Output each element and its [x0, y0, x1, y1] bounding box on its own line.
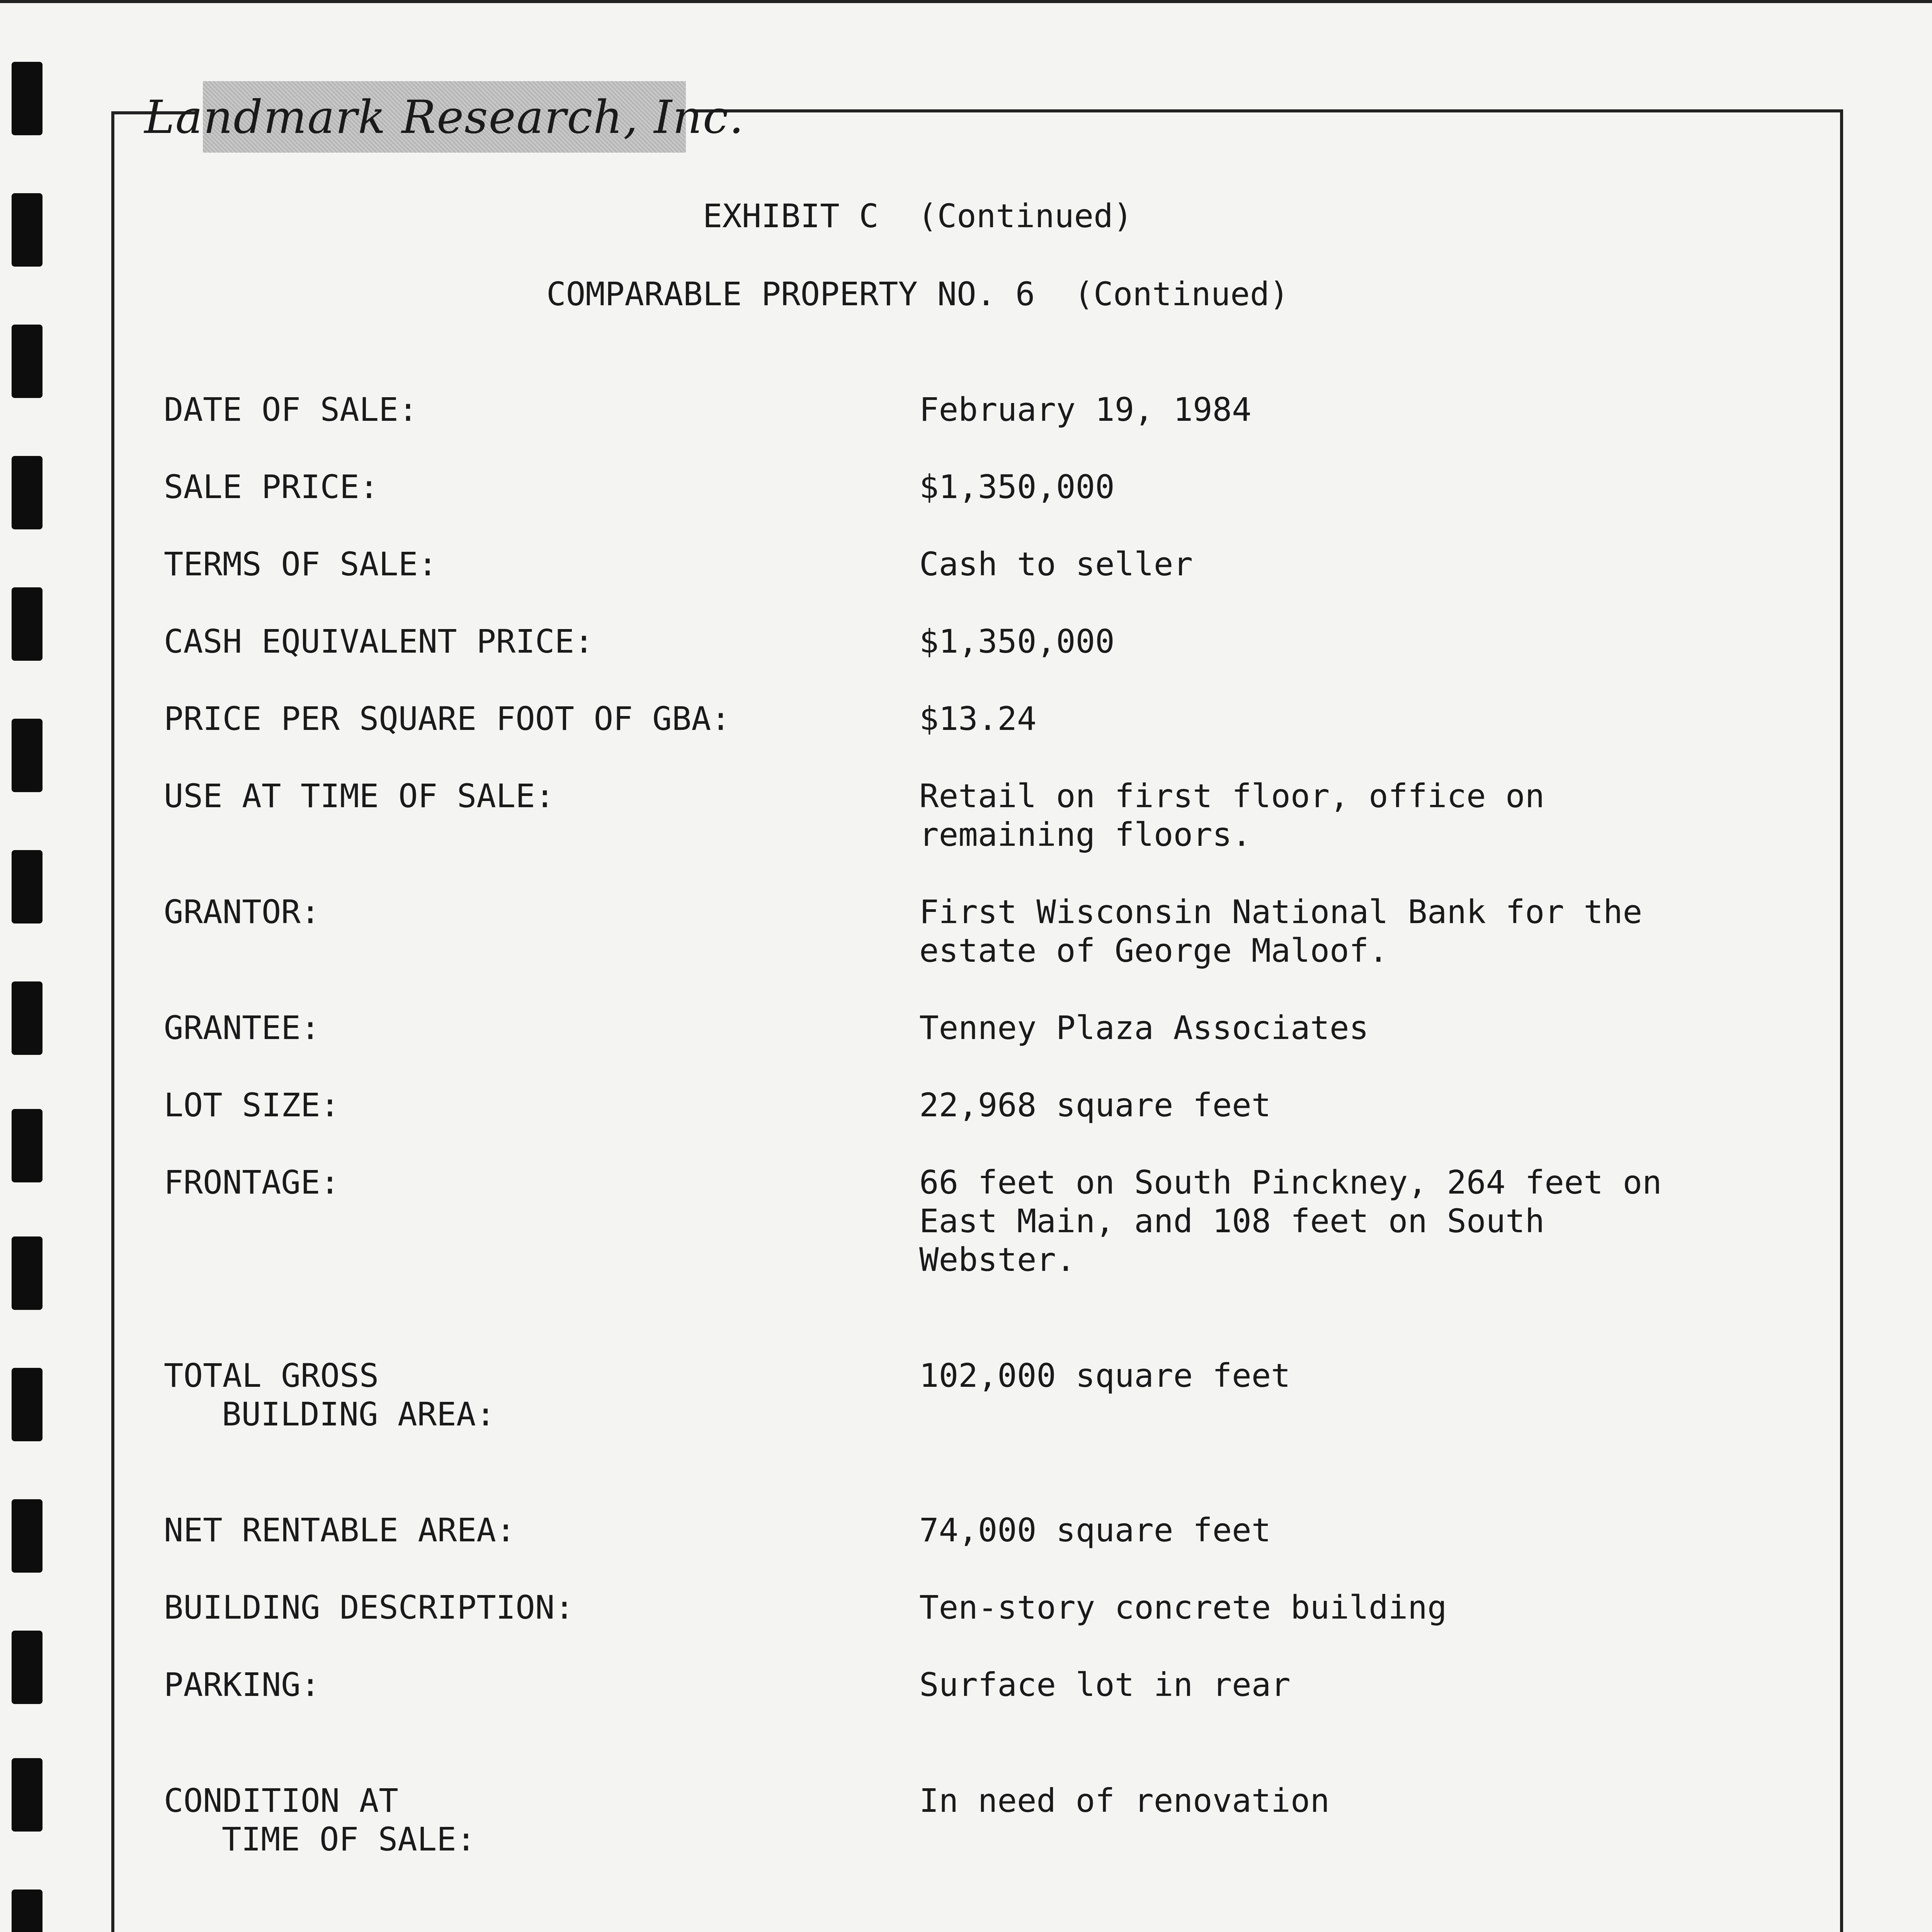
field-label: BUILDING DESCRIPTION: — [164, 1588, 575, 1626]
field-value: Retail on first floor, office on remaining floors. — [919, 777, 1545, 854]
field-row — [164, 1511, 1825, 1549]
field-value: Cash to seller — [919, 545, 1193, 583]
field-row — [164, 468, 1825, 506]
field-row — [164, 545, 1825, 583]
binding-hole — [12, 1889, 43, 1932]
scan-edge — [0, 0, 1932, 3]
letterhead-logo — [144, 81, 745, 153]
field-value: 66 feet on South Pinckney, 264 feet on East Main, and 108 feet on South Webster. — [919, 1163, 1662, 1279]
binding-hole — [12, 456, 43, 529]
field-label-line: TIME OF SALE: — [222, 1820, 476, 1858]
field-row — [164, 1665, 1825, 1704]
binding-hole — [12, 1631, 43, 1704]
field-value: First Wisconsin National Bank for the estate of George Maloof. — [919, 893, 1643, 969]
field-value: In need of renovation — [919, 1782, 1330, 1820]
field-value: Surface lot in rear — [919, 1666, 1291, 1704]
field-label — [164, 1743, 919, 1897]
field-value: 74,000 square feet — [919, 1511, 1271, 1549]
binding-hole — [12, 981, 43, 1055]
field-label-line: CONDITION AT — [164, 1782, 398, 1820]
field-value: $1,350,000 — [919, 468, 1115, 506]
binding-hole — [12, 1499, 43, 1573]
binding-hole — [12, 325, 43, 398]
field-row — [164, 622, 1825, 661]
frame-border — [1840, 109, 1843, 1932]
field-value: $13.24 — [919, 700, 1037, 738]
field-label: PARKING: — [164, 1666, 320, 1704]
binding-hole — [12, 193, 43, 267]
field-value: Ten-story concrete building — [919, 1588, 1447, 1626]
field-row — [164, 1086, 1825, 1124]
field-label: PRICE PER SQUARE FOOT OF GBA: — [164, 700, 731, 738]
field-label: CASH EQUIVALENT PRICE: — [164, 622, 594, 660]
field-value: Tenney Plaza Associates — [919, 1009, 1369, 1047]
field-row — [164, 1588, 1825, 1627]
field-label: GRANTOR: — [164, 893, 320, 931]
field-label: SALE PRICE: — [164, 468, 379, 506]
field-label: DATE OF SALE: — [164, 391, 418, 429]
field-row — [164, 390, 1825, 429]
binding-hole — [12, 1368, 43, 1441]
binding-hole — [12, 1236, 43, 1310]
field-row — [164, 1163, 1825, 1279]
field-label: FRONTAGE: — [164, 1163, 340, 1201]
field-label: TERMS OF SALE: — [164, 545, 438, 583]
exhibit-heading: EXHIBIT C (Continued) — [702, 197, 1133, 235]
field-label: USE AT TIME OF SALE: — [164, 777, 555, 815]
field-row — [164, 1743, 1825, 1897]
field-row — [164, 1318, 1825, 1472]
field-value: 102,000 square feet — [919, 1357, 1291, 1395]
field-label: LOT SIZE: — [164, 1086, 340, 1124]
field-row — [164, 893, 1825, 970]
field-row — [164, 777, 1825, 854]
binding-hole — [12, 587, 43, 661]
field-label — [164, 1318, 919, 1472]
property-heading: COMPARABLE PROPERTY NO. 6 (Continued) — [546, 275, 1289, 313]
frame-border — [111, 111, 114, 1932]
field-row — [164, 1009, 1825, 1047]
field-label-line: TOTAL GROSS — [164, 1357, 379, 1395]
binding-holes — [12, 0, 54, 1932]
field-row — [164, 699, 1825, 738]
logo-text: Landmark Research, Inc. — [144, 90, 745, 144]
field-value: 22,968 square feet — [919, 1086, 1271, 1124]
field-label: GRANTEE: — [164, 1009, 320, 1047]
binding-hole — [12, 62, 43, 135]
binding-hole — [12, 719, 43, 792]
binding-hole — [12, 1109, 43, 1182]
field-label-line: BUILDING AREA: — [222, 1395, 496, 1433]
frame-border — [696, 109, 1843, 112]
property-details — [164, 390, 1825, 1897]
field-value: February 19, 1984 — [919, 391, 1252, 429]
field-value: $1,350,000 — [919, 622, 1115, 660]
binding-hole — [12, 1758, 43, 1832]
binding-hole — [12, 850, 43, 923]
field-label: NET RENTABLE AREA: — [164, 1511, 516, 1549]
